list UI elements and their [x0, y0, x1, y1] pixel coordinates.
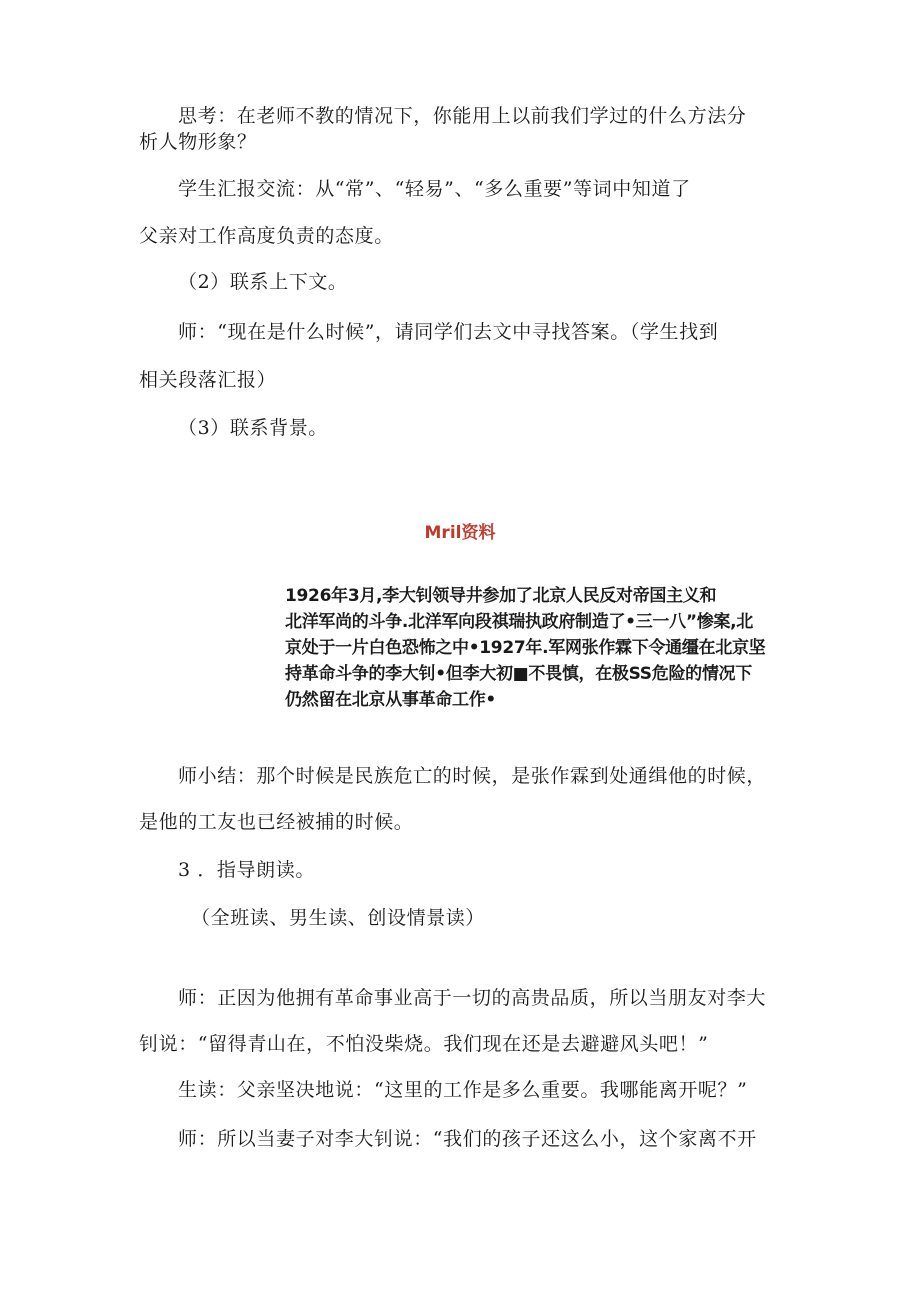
- material-line: 1926年3月,李大钊领导井参加了北京人民反对帝国主义和: [285, 586, 717, 606]
- paragraph-line: 3 ．指导朗读。: [178, 859, 315, 881]
- material-heading: [0, 520, 920, 546]
- paragraph-line: 父亲对工作高度负责的态度。: [139, 225, 394, 247]
- material-line: 京处于一片白色恐怖之中•1927年.军网张作霖下令通缰在北京坚: [285, 638, 766, 658]
- paragraph-line: （2）联系上下文。: [178, 271, 348, 293]
- paragraph-line: 师：所以当妻子对李大钊说：“我们的孩子还这么小，这个家离不开: [178, 1128, 757, 1150]
- paragraph-line: 学生汇报交流：从“常”、“轻易”、“多么重要”等词中知道了: [178, 178, 691, 200]
- paragraph-line: 是他的工友也已经被捕的时候。: [139, 811, 414, 833]
- material-line: 持革命斗争的李大钊•但李大初■不畏慎，在极SS危险的情况下: [285, 664, 752, 684]
- paragraph-line: 思考：在老师不教的情况下，你能用上以前我们学过的什么方法分: [178, 105, 747, 127]
- paragraph-line: （3）联系背景。: [178, 417, 328, 439]
- material-line: 北洋军尚的斗争.北洋军向段祺瑞执政府制造了•三一八”惨案,北: [285, 612, 753, 632]
- paragraph-line: （全班读、男生读、创设情景读）: [191, 907, 486, 929]
- material-heading-text: Mril资料: [424, 523, 496, 543]
- material-text-block: [285, 583, 780, 713]
- paragraph-line: 师：正因为他拥有革命事业高于一切的高贵品质，所以当朋友对李大: [178, 987, 767, 1009]
- paragraph-line: 析人物形象？: [139, 131, 257, 153]
- paragraph-line: 生读：父亲坚决地说：“这里的工作是多么重要。我哪能离开呢？”: [178, 1079, 748, 1101]
- material-line: 仍然留在北京从事革命工作•: [285, 690, 496, 710]
- paragraph-line: 师小结：那个时候是民族危亡的时候，是张作霖到处通缉他的时候，: [178, 765, 767, 787]
- paragraph-line: 钊说：“留得青山在，不怕没柴烧。我们现在还是去避避风头吧！”: [139, 1033, 709, 1055]
- paragraph-line: 师：“现在是什么时候”，请同学们去文中寻找答案。（学生找到: [178, 321, 719, 343]
- paragraph-line: 相关段落汇报）: [139, 369, 277, 391]
